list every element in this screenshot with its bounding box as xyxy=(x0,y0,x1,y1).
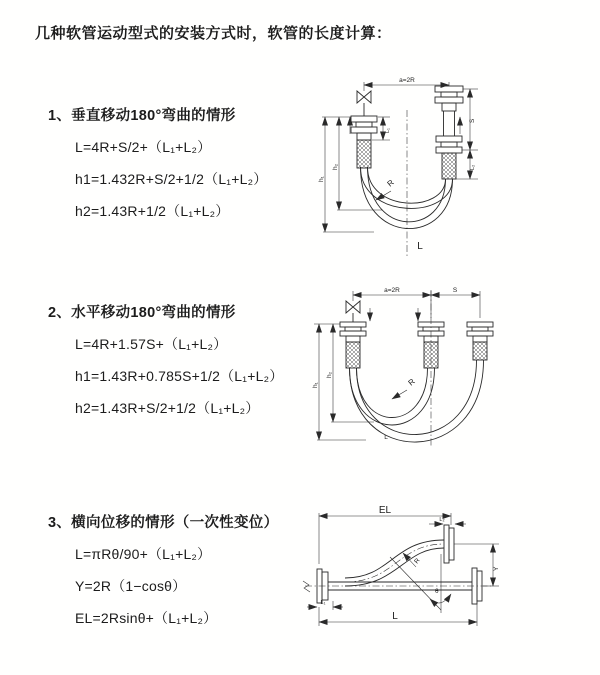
upper-flange xyxy=(444,525,454,563)
dim-label-a2r: a=2R xyxy=(399,77,415,84)
braided-hose-section xyxy=(357,140,371,168)
dimension-lines xyxy=(307,513,499,626)
formula-line: h2=1.43R+S/2+1/2（L₁+L₂） xyxy=(75,400,260,416)
dim-label-l: L xyxy=(417,241,423,252)
page-title: 几种软管运动型式的安装方式时，软管的长度计算： xyxy=(35,25,392,42)
formula-line: L=4R+S/2+（L₁+L₂） xyxy=(75,139,212,155)
hose-assembly xyxy=(340,301,493,442)
dim-label-theta: θ xyxy=(435,588,439,595)
dim-label-l: L xyxy=(392,611,398,622)
right-flange xyxy=(467,322,493,342)
dim-label-l2: L₂ xyxy=(439,517,445,523)
dim-label-l1: L₁ xyxy=(385,128,391,133)
centerline-break-mark xyxy=(303,581,310,592)
formula-line: h1=1.432R+S/2+1/2（L₁+L₂） xyxy=(75,171,268,187)
dim-label-s: S xyxy=(469,118,476,123)
formula-line: h1=1.43R+0.785S+1/2（L₁+L₂） xyxy=(75,368,284,384)
right-upper-flange xyxy=(435,86,463,111)
hose-curve xyxy=(345,540,444,578)
left-flange xyxy=(351,116,377,140)
dim-label-a2r: a=2R xyxy=(384,287,400,294)
hose-assembly xyxy=(317,525,482,604)
valve-icon xyxy=(346,301,360,313)
formula-line: Y=2R（1−cosθ） xyxy=(75,578,187,594)
dim-label-l1: L₁ xyxy=(320,600,326,606)
formula-line: L=4R+1.57S+（L₁+L₂） xyxy=(75,336,228,352)
braided-hose-section xyxy=(442,153,456,179)
diagram-lateral-displacement xyxy=(293,500,595,646)
formula-line: L=πRθ/90+（L₁+L₂） xyxy=(75,546,212,562)
hose-curve xyxy=(357,360,477,435)
dim-label-r: R xyxy=(413,557,422,566)
hose-curve xyxy=(350,360,484,442)
dim-label-y: Y xyxy=(493,566,500,571)
hose-curve xyxy=(368,167,446,203)
formula-line: EL=2Rsinθ+（L₁+L₂） xyxy=(75,610,218,626)
right-lower-flange xyxy=(436,136,462,153)
dim-label-l: L xyxy=(384,434,388,441)
valve-icon xyxy=(357,91,371,103)
dim-label-r: R xyxy=(385,177,396,189)
section-2-heading: 2、水平移动180°弯曲的情形 xyxy=(48,305,236,321)
diagram-vertical-180-bend xyxy=(312,70,584,262)
braided-hose-section xyxy=(346,342,360,368)
dim-label-s: S xyxy=(452,287,458,294)
formula-line: h2=1.43R+1/2（L₁+L₂） xyxy=(75,203,230,219)
dim-label-r: R xyxy=(406,376,417,388)
dim-label-el: EL xyxy=(378,505,392,516)
dim-label-h1: h₁ xyxy=(312,382,319,388)
dim-label-h2: h₂ xyxy=(332,163,339,170)
left-flange xyxy=(340,322,366,342)
hose-curve xyxy=(361,167,453,229)
dim-label-h2: h₂ xyxy=(326,371,333,378)
dim-label-h1: h₁ xyxy=(318,176,325,182)
diagram-horizontal-180-bend xyxy=(308,282,590,452)
hose-curve xyxy=(357,368,428,418)
hose-curve xyxy=(345,548,444,586)
section-3-heading: 3、横向位移的情形（一次性变位） xyxy=(48,515,279,531)
braided-hose-section xyxy=(424,342,438,368)
dim-label-l2: L₂ xyxy=(470,164,476,170)
hose-curve xyxy=(368,167,446,222)
braided-hose-section xyxy=(473,342,487,360)
section-1-heading: 1、垂直移动180°弯曲的情形 xyxy=(48,108,236,124)
